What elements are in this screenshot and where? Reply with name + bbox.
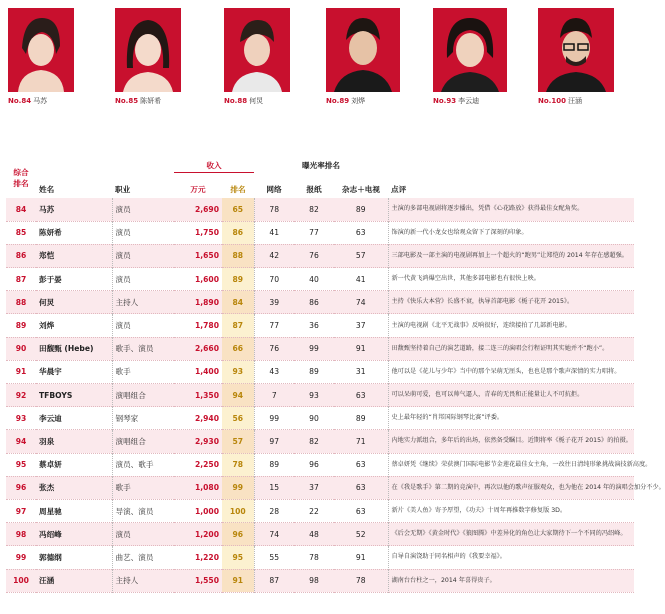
name-cell: 田馥甄 (Hebe) bbox=[39, 344, 94, 354]
review-cell: 三部电影及一部主演的电视剧再加上一个超火的“跑男”让郑恺的 2014 年存在感超强。 bbox=[388, 244, 634, 267]
portrait-photo bbox=[326, 8, 400, 92]
job-cell: 歌手、演员 bbox=[112, 337, 174, 360]
magtv-rank-cell: 71 bbox=[355, 436, 366, 446]
paper-rank-cell: 89 bbox=[309, 367, 319, 377]
income-cell: 1,780 bbox=[194, 321, 219, 331]
paper-rank-cell: 82 bbox=[309, 436, 319, 446]
review-cell: 湖南台台柱之一，2014 年喜得贵子。 bbox=[388, 569, 634, 592]
table-row bbox=[6, 360, 634, 383]
paper-rank-cell: 98 bbox=[309, 576, 319, 586]
review-cell: 蔡卓妍凭《继续》荣获澳门国际电影节金莲花最佳女主角，一改往日清纯形象挑战演技新高度。 bbox=[388, 453, 634, 476]
job-cell: 导演、演员 bbox=[112, 499, 174, 522]
income-cell: 2,250 bbox=[194, 460, 219, 470]
income-cell: 1,080 bbox=[194, 483, 219, 493]
portrait-photo bbox=[224, 8, 290, 92]
web-rank-cell: 99 bbox=[254, 407, 294, 430]
paper-rank-cell: 78 bbox=[309, 552, 319, 562]
portrait-card bbox=[433, 8, 519, 106]
web-rank-cell: 7 bbox=[254, 384, 294, 407]
header-income: 收入 bbox=[174, 158, 254, 173]
web-rank-cell: 41 bbox=[254, 221, 294, 244]
magtv-rank-cell: 52 bbox=[355, 529, 366, 539]
web-rank-cell: 89 bbox=[254, 453, 294, 476]
rank-cell: 93 bbox=[15, 413, 27, 423]
magtv-rank-cell: 89 bbox=[355, 413, 366, 423]
portrait-caption: No.93 李云迪 bbox=[433, 97, 480, 105]
table-row bbox=[6, 453, 634, 476]
rank-cell: 85 bbox=[15, 228, 27, 238]
job-cell: 演员 bbox=[112, 268, 174, 291]
web-rank-cell: 39 bbox=[254, 291, 294, 314]
job-cell: 主持人 bbox=[112, 569, 174, 592]
name-cell: 何炅 bbox=[39, 297, 55, 307]
income-rank-cell: 65 bbox=[222, 198, 254, 221]
magtv-rank-cell: 63 bbox=[355, 483, 366, 493]
review-cell: 主演的电视剧《北平无战事》反响很好，连续接拍了几部新电影。 bbox=[388, 314, 634, 337]
name-cell: 蔡卓妍 bbox=[39, 460, 62, 470]
income-rank-cell: 96 bbox=[222, 523, 254, 546]
review-cell: 田馥甄坚持着自己的演艺道路，接二连三的演唱会行程证明其实她并不“跑小”。 bbox=[388, 337, 634, 360]
job-cell: 演唱组合 bbox=[112, 384, 174, 407]
name-cell: 马苏 bbox=[39, 204, 55, 214]
table-row bbox=[6, 499, 634, 522]
web-rank-cell: 43 bbox=[254, 360, 294, 383]
table-row bbox=[6, 314, 634, 337]
portrait-photo bbox=[8, 8, 74, 92]
income-cell: 2,690 bbox=[194, 204, 219, 214]
header-name: 姓名 bbox=[39, 185, 55, 194]
review-cell: 史上最年轻的“肖邦国际钢琴比赛”评委。 bbox=[388, 407, 634, 430]
magtv-rank-cell: 63 bbox=[355, 460, 366, 470]
name-cell: 冯绍峰 bbox=[39, 529, 62, 539]
review-cell: 《后会无期》《黄金时代》《狼图腾》中差异化的角色让大家期待下一个不同的冯绍峰。 bbox=[388, 523, 634, 546]
table-row bbox=[6, 384, 634, 407]
portrait-caption: No.88 何炅 bbox=[224, 97, 264, 105]
income-rank-cell: 91 bbox=[222, 569, 254, 592]
review-cell: 可以呆萌可爱，也可以帅气逼人，青春的无畏和正能量让人不可抗拒。 bbox=[388, 384, 634, 407]
job-cell: 演员 bbox=[112, 244, 174, 267]
income-rank-cell: 66 bbox=[222, 337, 254, 360]
income-rank-cell: 100 bbox=[222, 499, 254, 522]
income-rank-cell: 56 bbox=[222, 407, 254, 430]
portrait-caption: No.100 汪涵 bbox=[538, 97, 582, 105]
income-rank-cell: 57 bbox=[222, 430, 254, 453]
income-cell: 1,550 bbox=[194, 576, 219, 586]
web-rank-cell: 87 bbox=[254, 569, 294, 592]
income-cell: 2,940 bbox=[194, 413, 219, 423]
web-rank-cell: 74 bbox=[254, 523, 294, 546]
rank-cell: 96 bbox=[15, 483, 27, 493]
job-cell: 歌手 bbox=[112, 476, 174, 499]
job-cell: 演员 bbox=[112, 314, 174, 337]
income-rank-cell: 99 bbox=[222, 476, 254, 499]
income-cell: 1,890 bbox=[194, 297, 219, 307]
job-cell: 演员 bbox=[112, 221, 174, 244]
rank-cell: 87 bbox=[15, 274, 27, 284]
name-cell: 汪涵 bbox=[39, 576, 55, 586]
web-rank-cell: 97 bbox=[254, 430, 294, 453]
table-row bbox=[6, 546, 634, 569]
job-cell: 主持人 bbox=[112, 291, 174, 314]
job-cell: 演唱组合 bbox=[112, 430, 174, 453]
income-rank-cell: 89 bbox=[222, 268, 254, 291]
paper-rank-cell: 90 bbox=[309, 413, 319, 423]
job-cell: 演员 bbox=[112, 523, 174, 546]
income-cell: 1,200 bbox=[194, 529, 219, 539]
job-cell: 钢琴家 bbox=[112, 407, 174, 430]
job-cell: 歌手 bbox=[112, 360, 174, 383]
job-cell: 曲艺、演员 bbox=[112, 546, 174, 569]
paper-rank-cell: 22 bbox=[309, 506, 319, 516]
name-cell: 羽泉 bbox=[39, 436, 55, 446]
income-cell: 1,400 bbox=[194, 367, 219, 377]
paper-rank-cell: 37 bbox=[309, 483, 319, 493]
header-magtv: 杂志＋电视 bbox=[342, 185, 380, 194]
paper-rank-cell: 99 bbox=[309, 344, 319, 354]
portrait-card bbox=[538, 8, 624, 106]
rank-cell: 95 bbox=[15, 460, 27, 470]
magtv-rank-cell: 37 bbox=[355, 321, 366, 331]
table-row bbox=[6, 244, 634, 267]
review-cell: 饰演的新一代小龙女也给观众留下了深刻的印象。 bbox=[388, 221, 634, 244]
rank-cell: 89 bbox=[15, 321, 27, 331]
table-row bbox=[6, 569, 634, 592]
income-rank-cell: 78 bbox=[222, 453, 254, 476]
table-row bbox=[6, 476, 634, 499]
rank-cell: 97 bbox=[15, 506, 27, 516]
income-rank-cell: 94 bbox=[222, 384, 254, 407]
income-cell: 1,000 bbox=[194, 506, 219, 516]
web-rank-cell: 28 bbox=[254, 499, 294, 522]
table-row bbox=[6, 407, 634, 430]
magtv-rank-cell: 74 bbox=[355, 297, 366, 307]
review-cell: 他可以是《花儿与少年》当中的那个呆萌无厘头，也也是那个歌声深情的实力唱将。 bbox=[388, 360, 634, 383]
web-rank-cell: 77 bbox=[254, 314, 294, 337]
review-cell: 自导自演饶助于同名相声的《我要幸福》。 bbox=[388, 546, 634, 569]
table-row bbox=[6, 221, 634, 244]
income-rank-cell: 93 bbox=[222, 360, 254, 383]
header-rank: 综合 排名 bbox=[13, 168, 29, 188]
magtv-rank-cell: 78 bbox=[355, 576, 366, 586]
header-job: 职业 bbox=[115, 185, 131, 194]
paper-rank-cell: 86 bbox=[309, 297, 319, 307]
paper-rank-cell: 76 bbox=[309, 251, 319, 261]
portrait-photo bbox=[433, 8, 507, 92]
magtv-rank-cell: 89 bbox=[355, 204, 366, 214]
review-cell: 新一代黄飞鸿爆空出世，其他多部电影也有很快上映。 bbox=[388, 268, 634, 291]
review-cell: 内地实力派组合，多年后的出场，依然备受瞩目。近期将率《栀子花开 2015》的拍摄。 bbox=[388, 430, 634, 453]
paper-rank-cell: 36 bbox=[309, 321, 319, 331]
table-row bbox=[6, 198, 634, 221]
magtv-rank-cell: 31 bbox=[355, 367, 366, 377]
table-header bbox=[6, 158, 634, 198]
portrait-card bbox=[224, 8, 310, 106]
income-cell: 1,650 bbox=[194, 251, 219, 261]
name-cell: 彭于晏 bbox=[39, 274, 62, 284]
magtv-rank-cell: 63 bbox=[355, 390, 366, 400]
paper-rank-cell: 82 bbox=[309, 204, 319, 214]
income-cell: 1,600 bbox=[194, 274, 219, 284]
header-web: 网络 bbox=[266, 185, 282, 194]
header-income-rank: 排名 bbox=[230, 185, 246, 194]
header-paper: 报纸 bbox=[306, 185, 322, 194]
rank-cell: 86 bbox=[15, 251, 27, 261]
table-body bbox=[6, 198, 665, 592]
name-cell: 周星驰 bbox=[39, 506, 62, 516]
magtv-rank-cell: 91 bbox=[355, 344, 366, 354]
magtv-rank-cell: 63 bbox=[355, 228, 366, 238]
income-cell: 1,750 bbox=[194, 228, 219, 238]
income-rank-cell: 95 bbox=[222, 546, 254, 569]
name-cell: 陈妍希 bbox=[39, 228, 62, 238]
portrait-photo bbox=[115, 8, 181, 92]
portrait-card bbox=[8, 8, 94, 106]
name-cell: 张杰 bbox=[39, 483, 55, 493]
table-row bbox=[6, 523, 634, 546]
job-cell: 演员 bbox=[112, 198, 174, 221]
portrait-card bbox=[326, 8, 412, 106]
portrait-card bbox=[115, 8, 201, 106]
ranking-table bbox=[6, 158, 665, 593]
portrait-strip bbox=[8, 8, 634, 116]
portrait-photo bbox=[538, 8, 614, 92]
review-cell: 在《我是歌手》第二期的竞演中，再次以他的歌声征服观众，也为他在 2014 年的演唱会加分不少。 bbox=[388, 476, 634, 499]
magtv-rank-cell: 63 bbox=[355, 506, 366, 516]
rank-cell: 84 bbox=[15, 204, 27, 214]
web-rank-cell: 42 bbox=[254, 244, 294, 267]
rank-cell: 92 bbox=[15, 390, 27, 400]
income-cell: 2,930 bbox=[194, 436, 219, 446]
table-row bbox=[6, 291, 634, 314]
name-cell: 郭德纲 bbox=[39, 552, 62, 562]
web-rank-cell: 70 bbox=[254, 268, 294, 291]
web-rank-cell: 55 bbox=[254, 546, 294, 569]
rank-cell: 90 bbox=[15, 344, 27, 354]
review-cell: 主持《快乐大本营》长盛不衰，执导首部电影《栀子花开 2015》。 bbox=[388, 291, 634, 314]
paper-rank-cell: 48 bbox=[309, 529, 319, 539]
web-rank-cell: 78 bbox=[254, 198, 294, 221]
table-row bbox=[6, 268, 634, 291]
header-exposure: 曝光率排名 bbox=[302, 160, 340, 170]
income-rank-cell: 88 bbox=[222, 244, 254, 267]
rank-cell: 99 bbox=[15, 552, 27, 562]
header-income-wan: 万元 bbox=[190, 185, 206, 194]
income-cell: 1,350 bbox=[194, 390, 219, 400]
name-cell: TFBOYS bbox=[39, 390, 73, 400]
name-cell: 华晨宇 bbox=[39, 367, 62, 377]
header-review: 点评 bbox=[391, 185, 407, 194]
portrait-caption: No.85 陈妍希 bbox=[115, 97, 162, 105]
portrait-caption: No.84 马苏 bbox=[8, 97, 48, 105]
rank-cell: 100 bbox=[13, 576, 29, 586]
rank-cell: 94 bbox=[15, 436, 27, 446]
name-cell: 李云迪 bbox=[39, 413, 62, 423]
web-rank-cell: 76 bbox=[254, 337, 294, 360]
paper-rank-cell: 96 bbox=[309, 460, 319, 470]
name-cell: 郑恺 bbox=[39, 251, 55, 261]
rank-cell: 98 bbox=[15, 529, 27, 539]
review-cell: 新片《美人鱼》寄予厚望，《功夫》十周年再推数字修复版 3D。 bbox=[388, 499, 634, 522]
income-rank-cell: 86 bbox=[222, 221, 254, 244]
web-rank-cell: 15 bbox=[254, 476, 294, 499]
rank-cell: 88 bbox=[15, 297, 27, 307]
paper-rank-cell: 40 bbox=[309, 274, 319, 284]
paper-rank-cell: 77 bbox=[309, 228, 319, 238]
rank-cell: 91 bbox=[15, 367, 27, 377]
table-row bbox=[6, 337, 634, 360]
paper-rank-cell: 93 bbox=[309, 390, 319, 400]
portrait-caption: No.89 刘烨 bbox=[326, 97, 366, 105]
income-cell: 1,220 bbox=[194, 552, 219, 562]
magtv-rank-cell: 41 bbox=[355, 274, 366, 284]
income-rank-cell: 84 bbox=[222, 291, 254, 314]
magtv-rank-cell: 91 bbox=[355, 552, 366, 562]
magtv-rank-cell: 57 bbox=[355, 251, 366, 261]
review-cell: 主演的多部电视剧将逐步播出，凭借《心花路放》获得最佳女配角奖。 bbox=[388, 198, 634, 221]
income-rank-cell: 87 bbox=[222, 314, 254, 337]
income-cell: 2,660 bbox=[194, 344, 219, 354]
name-cell: 刘烨 bbox=[39, 321, 55, 331]
table-row bbox=[6, 430, 634, 453]
job-cell: 演员、歌手 bbox=[112, 453, 174, 476]
